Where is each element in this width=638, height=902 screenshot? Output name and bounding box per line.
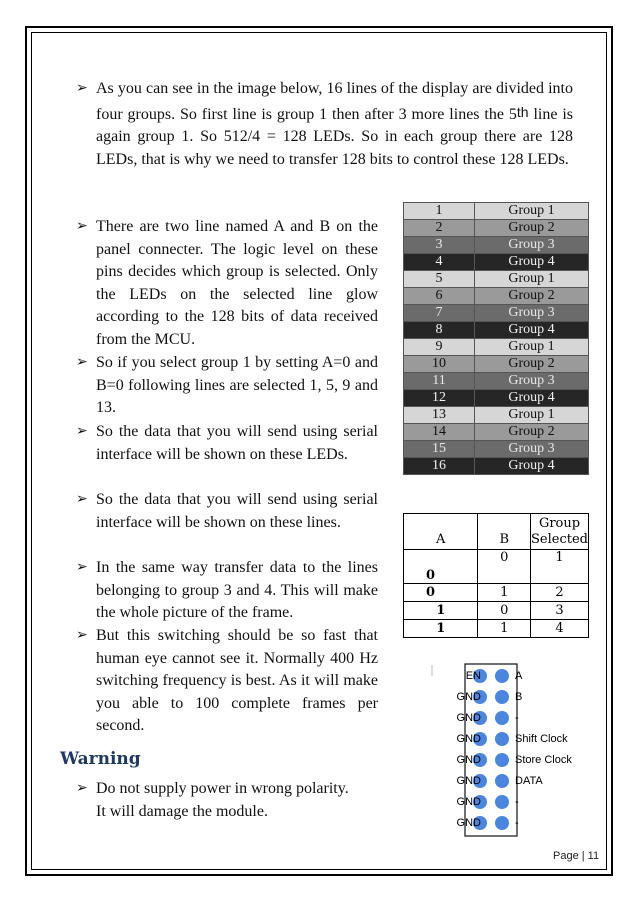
cell-b: 0: [478, 550, 531, 584]
table-row: [404, 288, 589, 305]
group-cell: Group 3: [475, 237, 589, 254]
cell-b: 1: [478, 620, 531, 638]
pin-label-left: EN: [465, 670, 481, 682]
bullet-text: So if you select group 1 by setting A=0 and B=0 following lines are selected 1, 5, 9 and 13.: [96, 354, 378, 417]
group-cell: Group 3: [475, 441, 589, 458]
group-cell: Group 1: [475, 339, 589, 356]
line-cell: 8: [404, 322, 475, 339]
header-group-line1: Group: [538, 515, 581, 531]
line-cell: 10: [404, 356, 475, 373]
pin-label-right: -: [515, 712, 519, 724]
bullet-arrow-icon: ➢: [76, 628, 88, 643]
page-number: Page | 11: [553, 850, 600, 862]
bullet-arrow-icon: ➢: [76, 81, 88, 96]
line-cell: 13: [404, 407, 475, 424]
line-cell: 3: [404, 237, 475, 254]
table-row: [404, 458, 589, 475]
connector-housing: [465, 664, 517, 836]
bullet-group-intro: [76, 78, 573, 171]
group-cell: Group 2: [475, 356, 589, 373]
table-row: [404, 356, 589, 373]
pin-dot: [495, 774, 509, 788]
cell-a: 1: [404, 602, 478, 620]
line-cell: 5: [404, 271, 475, 288]
pin-label-right: -: [515, 796, 519, 808]
table-row: [404, 271, 589, 288]
table-row: [404, 322, 589, 339]
bullet-text: line is again group 1. So 512/4 = 128 LEDs. So in each group there are 128 LEDs, that is why we need to transfer 128 bits to control these 128 LEDs.: [96, 105, 573, 168]
table-row: [404, 305, 589, 322]
cell-group: 1: [531, 550, 589, 584]
bullet-ab-lines: [76, 216, 378, 352]
group-cell: Group 3: [475, 305, 589, 322]
group-cell: Group 2: [475, 288, 589, 305]
line-cell: 2: [404, 220, 475, 237]
group-cell: Group 4: [475, 458, 589, 475]
group-cell: Group 1: [475, 271, 589, 288]
cell-b: 0: [478, 602, 531, 620]
bullet-arrow-icon: ➢: [76, 424, 88, 439]
pin-label-left: GND: [456, 733, 481, 745]
table-row: [404, 441, 589, 458]
group-cell: Group 1: [475, 203, 589, 220]
pin-label-left: GND: [456, 691, 481, 703]
pin-label-left: GND: [456, 796, 481, 808]
superscript-th: th: [516, 103, 529, 120]
bullet-text: So the data that you will send using serial interface will be shown on these lines.: [96, 491, 378, 531]
line-cell: 12: [404, 390, 475, 407]
pin-label-left: GND: [456, 712, 481, 724]
line-group-table: [403, 202, 589, 475]
header-group-line2: Selected: [531, 531, 588, 547]
table-row: [404, 339, 589, 356]
line-cell: 15: [404, 441, 475, 458]
table-row: [404, 550, 589, 584]
pin-label-right: B: [515, 691, 523, 703]
pin-dot: [495, 753, 509, 767]
pin-label-right: Shift Clock: [515, 733, 568, 745]
connector-pinout-diagram: [420, 660, 590, 840]
bullet-groups-3-4: [76, 557, 378, 625]
pin-label-left: GND: [456, 775, 481, 787]
pin-dot: [495, 795, 509, 809]
line-cell: 11: [404, 373, 475, 390]
pin-label-left: GND: [456, 754, 481, 766]
connector-diagram-svg: [420, 660, 590, 840]
pin-dot: [495, 732, 509, 746]
pin-label-right: Store Clock: [515, 754, 572, 766]
bullet-serial-lines: [76, 489, 378, 534]
bullet-text: There are two line named A and B on the panel connecter. The logic level on these pins decides which group is selected. Only the LEDs on the selected line glow according to the 128 bits of data received from the MCU.: [96, 218, 378, 348]
line-cell: 7: [404, 305, 475, 322]
bullet-text: As you can see in the image below, 16 lines of the display are divided into four groups. So first line is group 1 then after 3 more lines the 5: [96, 80, 573, 123]
table-row: [404, 220, 589, 237]
cell-a: 0: [404, 550, 478, 584]
cell-b: 1: [478, 584, 531, 602]
line-cell: 14: [404, 424, 475, 441]
bullet-text: So the data that you will send using serial interface will be shown on these LEDs.: [96, 423, 378, 463]
table-row: [404, 602, 589, 620]
pin-label-right: DATA: [515, 775, 543, 787]
table-row: [404, 390, 589, 407]
bullet-arrow-icon: ➢: [76, 781, 88, 796]
pin-label-right: A: [515, 670, 523, 682]
group-cell: Group 3: [475, 373, 589, 390]
group-cell: Group 2: [475, 424, 589, 441]
bullet-arrow-icon: ➢: [76, 219, 88, 234]
cell-a: 0: [404, 584, 478, 602]
group-cell: Group 1: [475, 407, 589, 424]
bullet-warning: [76, 778, 396, 823]
pin-dot: [495, 669, 509, 683]
line-cell: 4: [404, 254, 475, 271]
line-cell: 6: [404, 288, 475, 305]
table-row: [404, 424, 589, 441]
pin-dot: [495, 690, 509, 704]
table-header-row: [404, 514, 589, 550]
line-cell: 1: [404, 203, 475, 220]
bullet-select-group1: [76, 352, 378, 420]
bullet-arrow-icon: ➢: [76, 492, 88, 507]
bullet-serial-leds: [76, 421, 378, 466]
pin-dot: [495, 711, 509, 725]
cell-group: 2: [531, 584, 589, 602]
header-group-selected: [531, 514, 589, 550]
cell-group: 3: [531, 602, 589, 620]
group-cell: Group 4: [475, 254, 589, 271]
warning-heading: Warning: [60, 749, 141, 769]
warning-line-2: It will damage the module.: [96, 802, 268, 820]
line-cell: 16: [404, 458, 475, 475]
table-row: [404, 620, 589, 638]
table-row: [404, 373, 589, 390]
group-cell: Group 4: [475, 390, 589, 407]
bullet-arrow-icon: ➢: [76, 560, 88, 575]
header-b: B: [478, 514, 531, 550]
header-a: A: [404, 514, 478, 550]
cell-a: 1: [404, 620, 478, 638]
group-cell: Group 4: [475, 322, 589, 339]
bullet-arrow-icon: ➢: [76, 355, 88, 370]
ab-group-select-table: [403, 513, 589, 638]
warning-line-1: Do not supply power in wrong polarity.: [96, 780, 349, 797]
table-row: [404, 237, 589, 254]
bullet-text: But this switching should be so fast that human eye cannot see it. Normally 400 Hz switching frequency is best. As it will make you able to 100 complete frames per second.: [96, 627, 378, 735]
pin-label-right: -: [515, 817, 519, 829]
line-cell: 9: [404, 339, 475, 356]
bullet-text: In the same way transfer data to the lines belonging to group 3 and 4. This will make the whole picture of the frame.: [96, 559, 378, 622]
table-row: [404, 203, 589, 220]
table-row: [404, 584, 589, 602]
group-cell: Group 2: [475, 220, 589, 237]
bullet-switching-speed: [76, 625, 378, 738]
pin-label-left: GND: [456, 817, 481, 829]
table-row: [404, 407, 589, 424]
pin-dot: [495, 816, 509, 830]
cell-group: 4: [531, 620, 589, 638]
table-row: [404, 254, 589, 271]
